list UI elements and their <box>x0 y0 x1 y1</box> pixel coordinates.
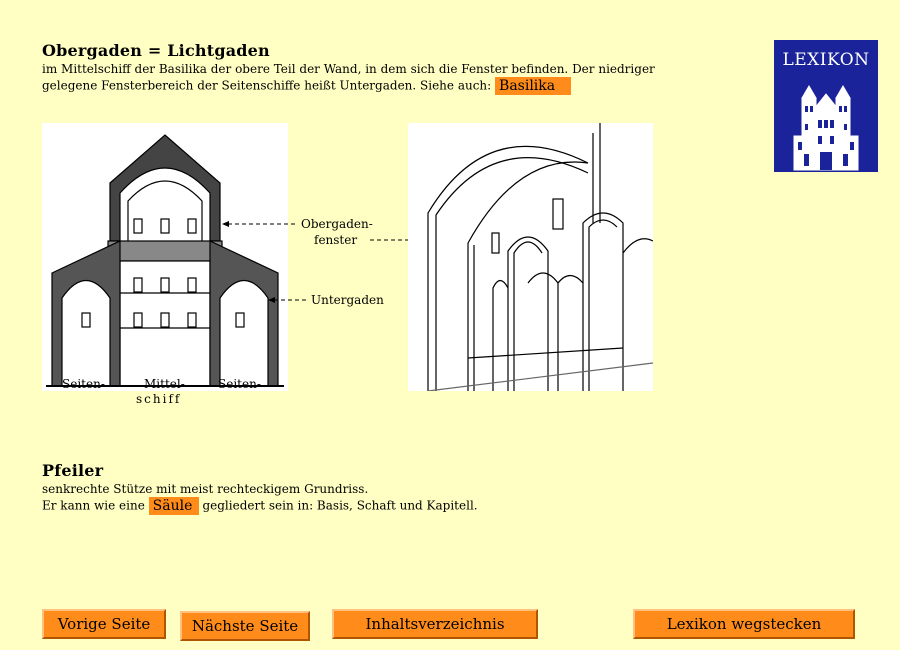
lexikon-logo <box>774 40 878 172</box>
entry-title-obergaden: Obergaden = Lichtgaden <box>42 41 270 60</box>
pfeiler-text-after: gegliedert sein in: Basis, Schaft und Kapitell. <box>202 498 478 513</box>
label-fenster: fenster <box>314 233 358 247</box>
label-obergaden: Obergaden- <box>301 217 373 231</box>
close-lexikon-button[interactable]: Lexikon wegstecken <box>633 609 855 639</box>
basilika-link[interactable]: Basilika <box>495 77 571 95</box>
entry-text-pfeiler <box>42 482 742 515</box>
entry-text-line1: im Mittelschiff der Basilika der obere Teil der Wand, in dem sich die Fenster befinden. Der niedriger <box>42 62 655 76</box>
entry-text-obergaden <box>42 62 742 95</box>
entry-text-line2-text: gelegene Fensterbereich der Seitenschiffe heißt Untergaden. Siehe auch: <box>42 78 492 93</box>
entry-title-pfeiler: Pfeiler <box>42 461 104 480</box>
prev-page-button[interactable]: Vorige Seite <box>42 609 166 639</box>
interior-drawing <box>408 123 653 391</box>
toc-button[interactable]: Inhaltsverzeichnis <box>332 609 538 639</box>
entry-text-line2 <box>42 77 742 95</box>
saeule-link[interactable]: Säule <box>149 497 199 515</box>
label-mittel: Mittel- <box>144 377 185 391</box>
label-seiten-left: Seiten- <box>62 377 105 391</box>
label-schiff: schiff <box>136 392 182 406</box>
label-seiten-right: Seiten- <box>218 377 261 391</box>
basilica-interior-view <box>408 123 653 391</box>
lexikon-logo-text: LEXIKON <box>782 50 870 70</box>
pfeiler-text-line1: senkrechte Stütze mit meist rechteckigem Grundriss. <box>42 482 369 496</box>
next-page-button[interactable]: Nächste Seite <box>180 611 310 641</box>
label-untergaden: Untergaden <box>311 293 384 307</box>
church-icon <box>774 40 878 172</box>
pfeiler-text-before: Er kann wie eine <box>42 498 145 513</box>
pfeiler-text-line2 <box>42 497 742 515</box>
